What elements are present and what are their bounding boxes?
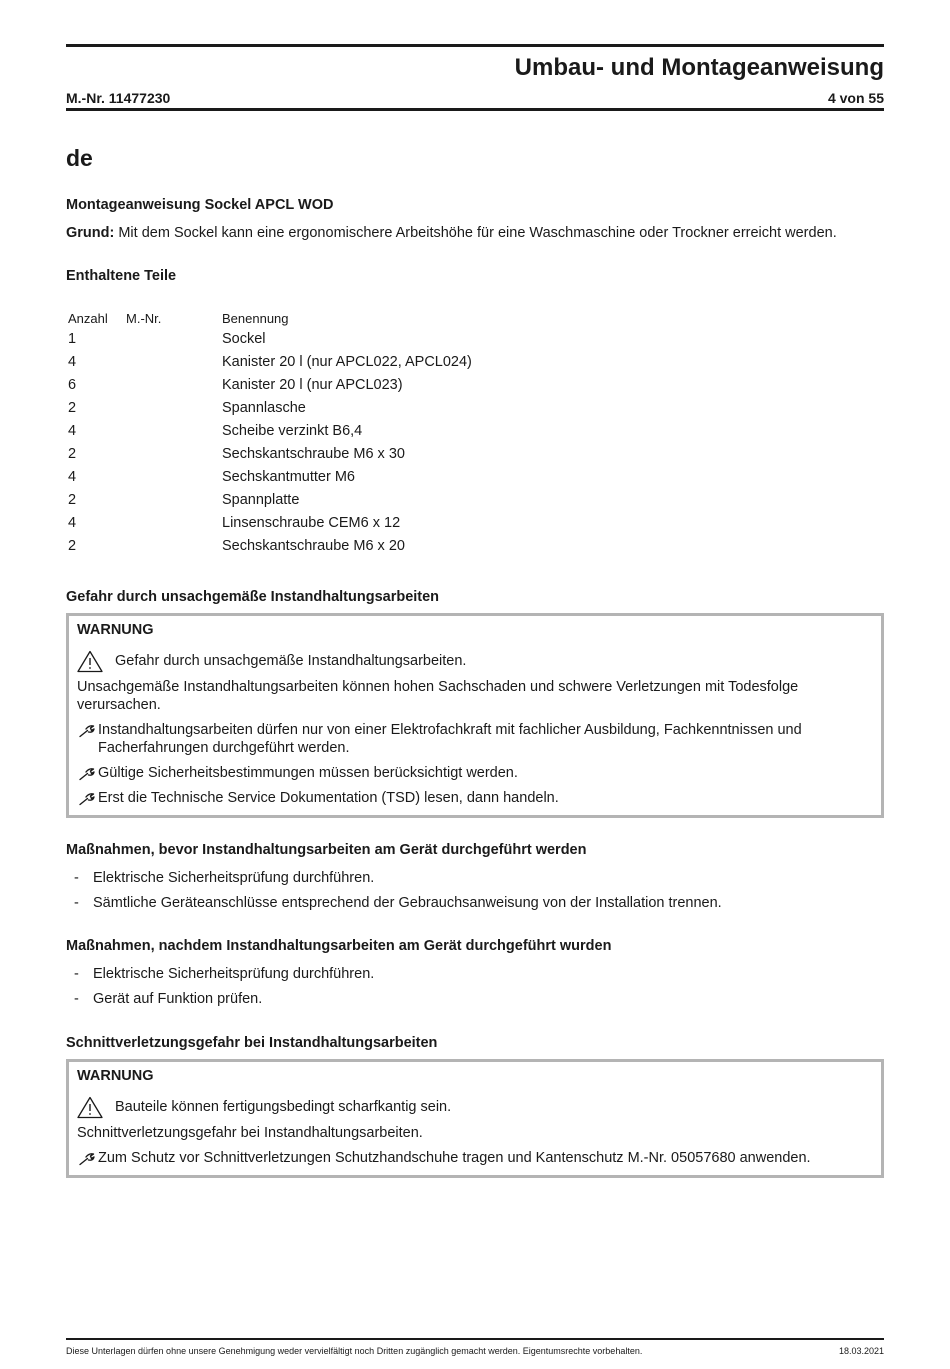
language-code: de	[66, 145, 93, 171]
parts-table	[68, 311, 568, 561]
row-name: Sechskantschraube M6 x 30	[222, 446, 405, 462]
parts-table-header	[68, 311, 568, 331]
header-bottom-rule	[66, 108, 884, 111]
step-line1b: Facherfahrungen durchgeführt werden.	[98, 740, 350, 756]
table-row	[68, 469, 568, 492]
row-qty: 1	[68, 331, 77, 347]
footer-notice: Diese Unterlagen dürfen ohne unsere Genehmigung weder vervielfältigt noch Dritten zugänglich gemacht werden. Eigentumsrechte vorbehalten.	[66, 1346, 643, 1356]
list-item-text: Elektrische Sicherheitsprüfung durchführen.	[93, 966, 375, 982]
row-qty: 4	[68, 469, 77, 485]
table-row	[68, 515, 568, 538]
row-name: Spannplatte	[222, 492, 300, 508]
column-header-name: Benennung	[222, 311, 289, 326]
column-header-nr: M.-Nr.	[126, 311, 162, 326]
list-item: - Sämtliche Geräteanschlüsse entsprechend der Gebrauchsanweisung von der Installation trennen.	[74, 895, 722, 911]
table-row	[68, 492, 568, 515]
after-heading: Maßnahmen, nachdem Instandhaltungsarbeiten am Gerät durchgeführt wurden	[66, 938, 612, 954]
warning-line: Gefahr durch unsachgemäße Instandhaltungsarbeiten.	[115, 653, 467, 669]
row-name: Kanister 20 l (nur APCL023)	[222, 377, 403, 393]
hazard2-heading: Schnittverletzungsgefahr bei Instandhaltungsarbeiten	[66, 1035, 438, 1051]
step-line1: Zum Schutz vor Schnittverletzungen Schutzhandschuhe tragen und Kantenschutz M.-Nr. 05057680 anwenden.	[98, 1150, 811, 1166]
row-name: Sockel	[222, 331, 266, 347]
wrench-icon	[79, 724, 95, 738]
footer-rule	[66, 1338, 884, 1340]
warning-box-2	[66, 1059, 884, 1178]
footer-date: 18.03.2021	[838, 1346, 884, 1356]
table-row	[68, 423, 568, 446]
parts-heading: Enthaltene Teile	[66, 268, 177, 284]
row-qty: 4	[68, 423, 77, 439]
row-qty: 4	[68, 515, 77, 531]
table-row	[68, 331, 568, 354]
table-row	[68, 400, 568, 423]
wrench-icon	[79, 792, 95, 806]
step-line1a: Instandhaltungsarbeiten dürfen nur von einer Elektrofachkraft mit fachlicher Ausbildung, Fachkenntnissen und	[98, 722, 802, 738]
row-name: Scheibe verzinkt B6,4	[222, 423, 363, 439]
row-name: Kanister 20 l (nur APCL022, APCL024)	[222, 354, 472, 370]
reason-label: Grund:	[66, 225, 115, 241]
step-line3: Erst die Technische Service Dokumentation (TSD) lesen, dann handeln.	[98, 790, 559, 806]
page-indicator: 4 von 55	[827, 90, 884, 106]
column-header-qty: Anzahl	[68, 311, 108, 326]
warning-description: Schnittverletzungsgefahr bei Instandhaltungsarbeiten.	[77, 1125, 423, 1141]
list-item: - Elektrische Sicherheitsprüfung durchführen.	[74, 870, 375, 886]
table-row	[68, 354, 568, 377]
table-row	[68, 538, 568, 561]
row-name: Sechskantmutter M6	[222, 469, 355, 485]
table-row	[68, 446, 568, 469]
warning-description-line2: verursachen.	[77, 697, 161, 713]
warning-triangle-icon	[77, 1096, 103, 1119]
row-name: Sechskantschraube M6 x 20	[222, 538, 405, 554]
step-line2: Gültige Sicherheitsbestimmungen müssen berücksichtigt werden.	[98, 765, 518, 781]
warning-line: Bauteile können fertigungsbedingt scharfkantig sein.	[115, 1099, 452, 1115]
warning-title: WARNUNG	[77, 1068, 154, 1084]
before-heading: Maßnahmen, bevor Instandhaltungsarbeiten am Gerät durchgeführt werden	[66, 842, 587, 858]
header-top-rule	[66, 44, 884, 47]
wrench-icon	[79, 1152, 95, 1166]
document-title: Umbau- und Montageanweisung	[514, 54, 884, 81]
row-qty: 2	[68, 446, 77, 462]
list-item-text: Elektrische Sicherheitsprüfung durchführen.	[93, 870, 375, 886]
row-name: Linsenschraube CEM6 x 12	[222, 515, 401, 531]
reason-text: Mit dem Sockel kann eine ergonomischere Arbeitshöhe für eine Waschmaschine oder Trockner erreicht werden.	[114, 225, 837, 241]
warning-title: WARNUNG	[77, 622, 154, 638]
row-qty: 2	[68, 492, 77, 508]
warning-description-line1: Unsachgemäße Instandhaltungsarbeiten können hohen Sachschaden und schwere Verletzungen mit Todesfolge	[77, 679, 799, 695]
list-item: - Gerät auf Funktion prüfen.	[74, 991, 263, 1007]
row-qty: 2	[68, 400, 77, 416]
list-item-text: Gerät auf Funktion prüfen.	[93, 991, 263, 1007]
row-name: Spannlasche	[222, 400, 306, 416]
wrench-icon	[79, 767, 95, 781]
list-item: - Elektrische Sicherheitsprüfung durchführen.	[74, 966, 375, 982]
reason-paragraph	[66, 225, 837, 241]
document-number: M.-Nr. 11477230	[66, 90, 171, 106]
row-qty: 4	[68, 354, 77, 370]
row-qty: 2	[68, 538, 77, 554]
row-qty: 6	[68, 377, 77, 393]
hazard1-heading: Gefahr durch unsachgemäße Instandhaltungsarbeiten	[66, 589, 440, 605]
warning-box-1	[66, 613, 884, 818]
table-row	[68, 377, 568, 400]
list-item-text: Sämtliche Geräteanschlüsse entsprechend der Gebrauchsanweisung von der Installation trennen.	[93, 895, 722, 911]
section-title: Montageanweisung Sockel APCL WOD	[66, 197, 334, 213]
warning-triangle-icon	[77, 650, 103, 673]
